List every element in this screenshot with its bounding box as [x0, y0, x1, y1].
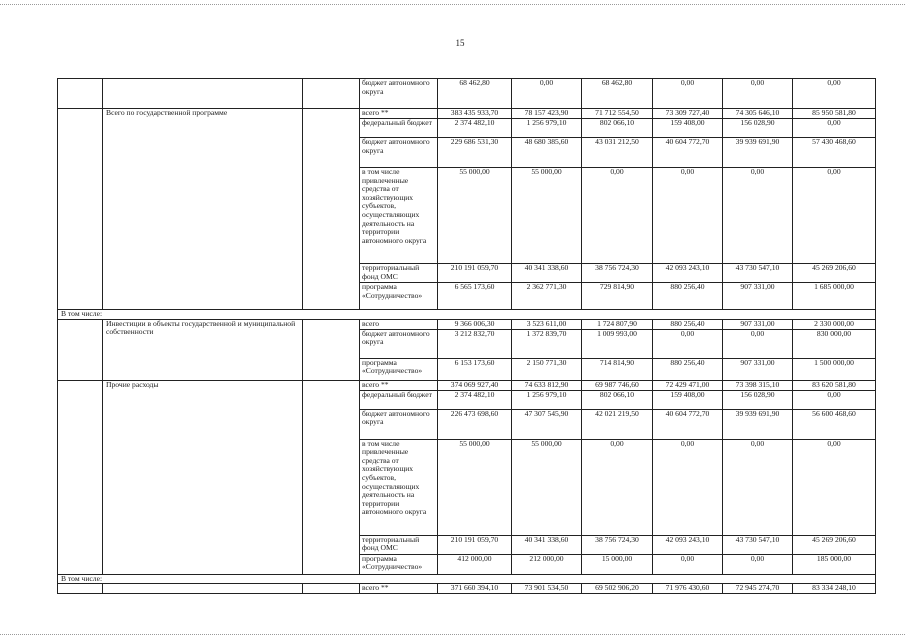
- row-number-cell: [58, 319, 103, 380]
- funding-source-cell: программа «Сотрудничество»: [360, 283, 438, 310]
- amount-cell: 0,00: [582, 439, 653, 535]
- row-number-cell: [58, 380, 103, 574]
- funding-source-cell: бюджет автономного округа: [360, 409, 438, 439]
- amount-cell: 42 093 243,10: [653, 264, 723, 283]
- table-row: [58, 319, 876, 329]
- amount-cell: 0,00: [582, 168, 653, 264]
- amount-cell: 412 000,00: [438, 554, 512, 574]
- amount-cell: 210 191 059,70: [438, 535, 512, 554]
- amount-cell: 42 093 243,10: [653, 535, 723, 554]
- funding-source-cell: программа «Сотрудничество»: [360, 358, 438, 380]
- amount-cell: 40 604 772,70: [653, 138, 723, 168]
- group-label: В том числе:: [58, 310, 876, 320]
- amount-cell: 3 523 611,00: [512, 319, 582, 329]
- amount-cell: 226 473 698,60: [438, 409, 512, 439]
- amount-cell: 0,00: [723, 554, 793, 574]
- amount-cell: 55 000,00: [512, 168, 582, 264]
- amount-cell: 907 331,00: [723, 283, 793, 310]
- amount-cell: 714 814,90: [582, 358, 653, 380]
- amount-cell: 210 191 059,70: [438, 264, 512, 283]
- amount-cell: 73 398 315,10: [723, 380, 793, 390]
- amount-cell: 0,00: [793, 439, 876, 535]
- amount-cell: 729 814,90: [582, 283, 653, 310]
- amount-cell: 2 150 771,30: [512, 358, 582, 380]
- amount-cell: 39 939 691,90: [723, 138, 793, 168]
- amount-cell: 802 066,10: [582, 119, 653, 138]
- amount-cell: 159 408,00: [653, 119, 723, 138]
- amount-cell: 56 600 468,60: [793, 409, 876, 439]
- row-number-cell: [58, 109, 103, 310]
- amount-cell: 0,00: [723, 79, 793, 109]
- amount-cell: 55 000,00: [512, 439, 582, 535]
- executor-cell: [303, 319, 360, 380]
- amount-cell: 85 950 581,80: [793, 109, 876, 119]
- amount-cell: 42 021 219,50: [582, 409, 653, 439]
- row-number-cell: [58, 79, 103, 109]
- group-label-row: [58, 310, 876, 320]
- amount-cell: 0,00: [653, 554, 723, 574]
- amount-cell: 0,00: [653, 329, 723, 358]
- executor-cell: [303, 109, 360, 310]
- funding-source-cell: в том числе привлеченные средства от хозяйствующих субъектов, осуществляющих деятельность на территории автономного округа: [360, 168, 438, 264]
- amount-cell: 229 686 531,30: [438, 138, 512, 168]
- amount-cell: 83 620 581,80: [793, 380, 876, 390]
- amount-cell: 68 462,80: [582, 79, 653, 109]
- amount-cell: 48 680 385,60: [512, 138, 582, 168]
- section-label: Всего по государственной программе: [103, 109, 303, 310]
- amount-cell: 1 256 979,10: [512, 119, 582, 138]
- amount-cell: 68 462,80: [438, 79, 512, 109]
- amount-cell: 83 334 248,10: [793, 584, 876, 594]
- group-label: В том числе:: [58, 574, 876, 584]
- table-row: [58, 584, 876, 594]
- amount-cell: 40 341 338,60: [512, 264, 582, 283]
- table-row: [58, 109, 876, 119]
- funding-source-cell: территориальный фонд ОМС: [360, 535, 438, 554]
- amount-cell: 0,00: [653, 439, 723, 535]
- amount-cell: 0,00: [793, 119, 876, 138]
- section-label: [103, 79, 303, 109]
- amount-cell: 55 000,00: [438, 168, 512, 264]
- amount-cell: 43 730 547,10: [723, 264, 793, 283]
- funding-source-cell: программа «Сотрудничество»: [360, 554, 438, 574]
- amount-cell: 0,00: [793, 168, 876, 264]
- amount-cell: 2 362 771,30: [512, 283, 582, 310]
- amount-cell: 830 000,00: [793, 329, 876, 358]
- amount-cell: 43 031 212,50: [582, 138, 653, 168]
- amount-cell: 1 500 000,00: [793, 358, 876, 380]
- amount-cell: 73 901 534,50: [512, 584, 582, 594]
- funding-source-cell: федеральный бюджет: [360, 390, 438, 409]
- amount-cell: 0,00: [723, 329, 793, 358]
- amount-cell: 0,00: [793, 390, 876, 409]
- amount-cell: 185 000,00: [793, 554, 876, 574]
- amount-cell: 71 712 554,50: [582, 109, 653, 119]
- amount-cell: 38 756 724,30: [582, 264, 653, 283]
- amount-cell: 1 009 993,00: [582, 329, 653, 358]
- amount-cell: 40 604 772,70: [653, 409, 723, 439]
- amount-cell: 880 256,40: [653, 283, 723, 310]
- page-number: 15: [455, 38, 465, 48]
- amount-cell: 383 435 933,70: [438, 109, 512, 119]
- amount-cell: 74 633 812,90: [512, 380, 582, 390]
- funding-source-cell: всего **: [360, 109, 438, 119]
- amount-cell: 156 028,90: [723, 119, 793, 138]
- amount-cell: 907 331,00: [723, 358, 793, 380]
- funding-source-cell: бюджет автономного округа: [360, 79, 438, 109]
- amount-cell: 73 309 727,40: [653, 109, 723, 119]
- amount-cell: 1 685 000,00: [793, 283, 876, 310]
- amount-cell: 0,00: [793, 79, 876, 109]
- amount-cell: 1 372 839,70: [512, 329, 582, 358]
- amount-cell: 47 307 545,90: [512, 409, 582, 439]
- amount-cell: 72 429 471,00: [653, 380, 723, 390]
- amount-cell: 9 366 006,30: [438, 319, 512, 329]
- funding-source-cell: всего: [360, 319, 438, 329]
- amount-cell: 880 256,40: [653, 358, 723, 380]
- funding-source-cell: федеральный бюджет: [360, 119, 438, 138]
- executor-cell: [303, 79, 360, 109]
- funding-source-cell: в том числе привлеченные средства от хозяйствующих субъектов, осуществляющих деятельность на территории автономного округа: [360, 439, 438, 535]
- section-label: Инвестиции в объекты государственной и муниципальной собственности: [103, 319, 303, 380]
- funding-source-cell: бюджет автономного округа: [360, 138, 438, 168]
- table-row: [58, 380, 876, 390]
- amount-cell: 45 269 206,60: [793, 535, 876, 554]
- empty-cell: [103, 584, 303, 594]
- amount-cell: 6 565 173,60: [438, 283, 512, 310]
- amount-cell: 156 028,90: [723, 390, 793, 409]
- amount-cell: 1 256 979,10: [512, 390, 582, 409]
- amount-cell: 78 157 423,90: [512, 109, 582, 119]
- amount-cell: 907 331,00: [723, 319, 793, 329]
- scan-border-bottom: [0, 634, 905, 635]
- amount-cell: 55 000,00: [438, 439, 512, 535]
- amount-cell: 0,00: [512, 79, 582, 109]
- amount-cell: 69 987 746,60: [582, 380, 653, 390]
- funding-source-cell: бюджет автономного округа: [360, 329, 438, 358]
- section-label: Прочие расходы: [103, 380, 303, 574]
- amount-cell: 0,00: [653, 168, 723, 264]
- amount-cell: 802 066,10: [582, 390, 653, 409]
- empty-cell: [58, 584, 103, 594]
- group-label-row: [58, 574, 876, 584]
- amount-cell: 2 330 000,00: [793, 319, 876, 329]
- empty-cell: [303, 584, 360, 594]
- amount-cell: 45 269 206,60: [793, 264, 876, 283]
- amount-cell: 39 939 691,90: [723, 409, 793, 439]
- amount-cell: 2 374 482,10: [438, 390, 512, 409]
- amount-cell: 15 000,00: [582, 554, 653, 574]
- amount-cell: 6 153 173,60: [438, 358, 512, 380]
- table-body: [58, 79, 876, 594]
- scan-border-top: [0, 4, 905, 5]
- amount-cell: 74 305 646,10: [723, 109, 793, 119]
- amount-cell: 71 976 430,60: [653, 584, 723, 594]
- funding-source-cell: всего **: [360, 380, 438, 390]
- amount-cell: 880 256,40: [653, 319, 723, 329]
- amount-cell: 3 212 832,70: [438, 329, 512, 358]
- funding-source-cell: территориальный фонд ОМС: [360, 264, 438, 283]
- amount-cell: 38 756 724,30: [582, 535, 653, 554]
- table-row: [58, 79, 876, 109]
- amount-cell: 72 945 274,70: [723, 584, 793, 594]
- budget-table: [57, 78, 876, 594]
- executor-cell: [303, 380, 360, 574]
- amount-cell: 374 069 927,40: [438, 380, 512, 390]
- amount-cell: 159 408,00: [653, 390, 723, 409]
- budget-table-sheet: [57, 78, 875, 594]
- amount-cell: 0,00: [653, 79, 723, 109]
- amount-cell: 57 430 468,60: [793, 138, 876, 168]
- amount-cell: 40 341 338,60: [512, 535, 582, 554]
- amount-cell: 371 660 394,10: [438, 584, 512, 594]
- funding-source-cell: всего **: [360, 584, 438, 594]
- amount-cell: 0,00: [723, 439, 793, 535]
- amount-cell: 0,00: [723, 168, 793, 264]
- amount-cell: 2 374 482,10: [438, 119, 512, 138]
- amount-cell: 43 730 547,10: [723, 535, 793, 554]
- amount-cell: 1 724 807,90: [582, 319, 653, 329]
- amount-cell: 69 502 906,20: [582, 584, 653, 594]
- amount-cell: 212 000,00: [512, 554, 582, 574]
